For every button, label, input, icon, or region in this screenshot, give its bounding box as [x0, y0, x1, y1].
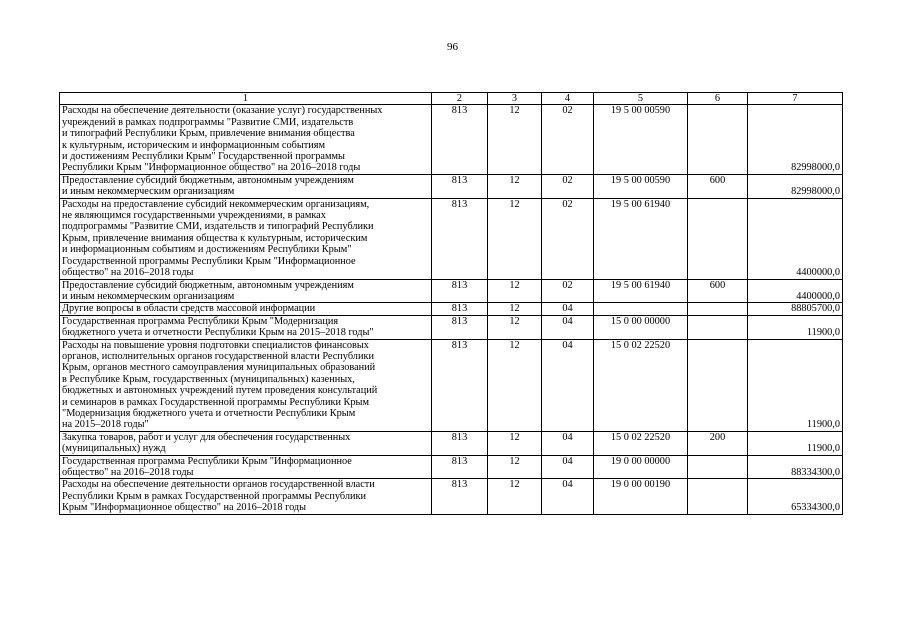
ministry-code-cell: 813 [432, 339, 488, 431]
expense-type-cell: 600 [688, 279, 748, 303]
row-name-cell: Расходы на предоставление субсидий некоммерческим организациям, не являющимся государственными учреждениями, в рамках подпрограммы "Развитие СМИ, издательств и типографий Республики Крым, привлечение внимания общества к культурным, историческим и информационным событиям и достижениям Республики Крым" Государственной программы Республики Крым "Информационное общество" на 2016–2018 годы [60, 198, 432, 279]
subsection-cell: 02 [542, 105, 594, 174]
table-row [60, 315, 843, 339]
ministry-code-cell: 813 [432, 315, 488, 339]
section-cell: 12 [488, 198, 542, 279]
row-name-cell: Государственная программа Республики Крым "Модернизация бюджетного учета и отчетности Республики Крым на 2015–2018 годы" [60, 315, 432, 339]
ministry-code-cell: 813 [432, 455, 488, 479]
budget-table [59, 92, 843, 515]
table-row [60, 479, 843, 514]
header-row [60, 93, 843, 105]
row-name-cell: Расходы на повышение уровня подготовки специалистов финансовых органов, исполнительных органов государственной власти Республики Крым, органов местного самоуправления муниципальных образований в Республике Крым, государственных (муниципальных) казенных, бюджетных и автономных учреждений путем проведения консультаций и семинаров в рамках Государственной программы Республики Крым "Модернизация бюджетного учета и отчетности Республики Крым на 2015–2018 годы" [60, 339, 432, 431]
expense-type-cell [688, 105, 748, 174]
table-row [60, 174, 843, 198]
subsection-cell: 04 [542, 303, 594, 315]
ministry-code-cell: 813 [432, 431, 488, 455]
section-cell: 12 [488, 455, 542, 479]
subsection-cell: 04 [542, 431, 594, 455]
amount-cell: 4400000,0 [748, 279, 843, 303]
ministry-code-cell: 813 [432, 198, 488, 279]
ministry-code-cell: 813 [432, 174, 488, 198]
header-cell: 6 [688, 93, 748, 105]
target-article-cell: 15 0 00 00000 [594, 315, 688, 339]
target-article-cell: 19 5 00 61940 [594, 198, 688, 279]
row-name-cell: Закупка товаров, работ и услуг для обеспечения государственных (муниципальных) нужд [60, 431, 432, 455]
subsection-cell: 02 [542, 279, 594, 303]
section-cell: 12 [488, 303, 542, 315]
amount-cell: 11900,0 [748, 339, 843, 431]
section-cell: 12 [488, 431, 542, 455]
subsection-cell: 04 [542, 479, 594, 514]
section-cell: 12 [488, 174, 542, 198]
amount-cell: 11900,0 [748, 431, 843, 455]
amount-cell: 88334300,0 [748, 455, 843, 479]
expense-type-cell: 200 [688, 431, 748, 455]
amount-cell: 4400000,0 [748, 198, 843, 279]
table-row [60, 105, 843, 174]
target-article-cell: 19 0 00 00000 [594, 455, 688, 479]
section-cell: 12 [488, 315, 542, 339]
row-name-cell: Государственная программа Республики Крым "Информационное общество" на 2016–2018 годы [60, 455, 432, 479]
table-row [60, 431, 843, 455]
amount-cell: 82998000,0 [748, 105, 843, 174]
header-cell: 1 [60, 93, 432, 105]
table-row [60, 198, 843, 279]
ministry-code-cell: 813 [432, 279, 488, 303]
expense-type-cell [688, 303, 748, 315]
row-name-cell: Расходы на обеспечение деятельности (оказание услуг) государственных учреждений в рамках подпрограммы "Развитие СМИ, издательств и типографий Республики Крым, привлечение внимания общества к культурным, историческим и информационным событиям и достижениям Республики Крым" Государственной программы Республики Крым "Информационное общество" на 2016–2018 годы [60, 105, 432, 174]
target-article-cell [594, 303, 688, 315]
subsection-cell: 04 [542, 455, 594, 479]
expense-type-cell [688, 479, 748, 514]
expense-type-cell [688, 339, 748, 431]
amount-cell: 65334300,0 [748, 479, 843, 514]
subsection-cell: 02 [542, 174, 594, 198]
ministry-code-cell: 813 [432, 479, 488, 514]
row-name-cell: Предоставление субсидий бюджетным, автономным учреждениям и иным некоммерческим организациям [60, 279, 432, 303]
ministry-code-cell: 813 [432, 303, 488, 315]
section-cell: 12 [488, 479, 542, 514]
row-name-cell: Другие вопросы в области средств массовой информации [60, 303, 432, 315]
table-row [60, 455, 843, 479]
header-cell: 7 [748, 93, 843, 105]
subsection-cell: 04 [542, 339, 594, 431]
header-cell: 4 [542, 93, 594, 105]
section-cell: 12 [488, 339, 542, 431]
subsection-cell: 04 [542, 315, 594, 339]
header-cell: 2 [432, 93, 488, 105]
amount-cell: 11900,0 [748, 315, 843, 339]
header-cell: 3 [488, 93, 542, 105]
section-cell: 12 [488, 279, 542, 303]
table-row [60, 339, 843, 431]
expense-type-cell [688, 455, 748, 479]
target-article-cell: 19 5 00 61940 [594, 279, 688, 303]
ministry-code-cell: 813 [432, 105, 488, 174]
expense-type-cell [688, 315, 748, 339]
table-row [60, 303, 843, 315]
header-cell: 5 [594, 93, 688, 105]
row-name-cell: Предоставление субсидий бюджетным, автономным учреждениям и иным некоммерческим организациям [60, 174, 432, 198]
table-row [60, 279, 843, 303]
target-article-cell: 19 5 00 00590 [594, 105, 688, 174]
section-cell: 12 [488, 105, 542, 174]
expense-type-cell: 600 [688, 174, 748, 198]
page-number: 96 [447, 41, 458, 53]
target-article-cell: 19 0 00 00190 [594, 479, 688, 514]
subsection-cell: 02 [542, 198, 594, 279]
row-name-cell: Расходы на обеспечение деятельности органов государственной власти Республики Крым в рамках Государственной программы Республики Крым "Информационное общество" на 2016–2018 годы [60, 479, 432, 514]
amount-cell: 88805700,0 [748, 303, 843, 315]
expense-type-cell [688, 198, 748, 279]
amount-cell: 82998000,0 [748, 174, 843, 198]
target-article-cell: 15 0 02 22520 [594, 339, 688, 431]
target-article-cell: 19 5 00 00590 [594, 174, 688, 198]
target-article-cell: 15 0 02 22520 [594, 431, 688, 455]
